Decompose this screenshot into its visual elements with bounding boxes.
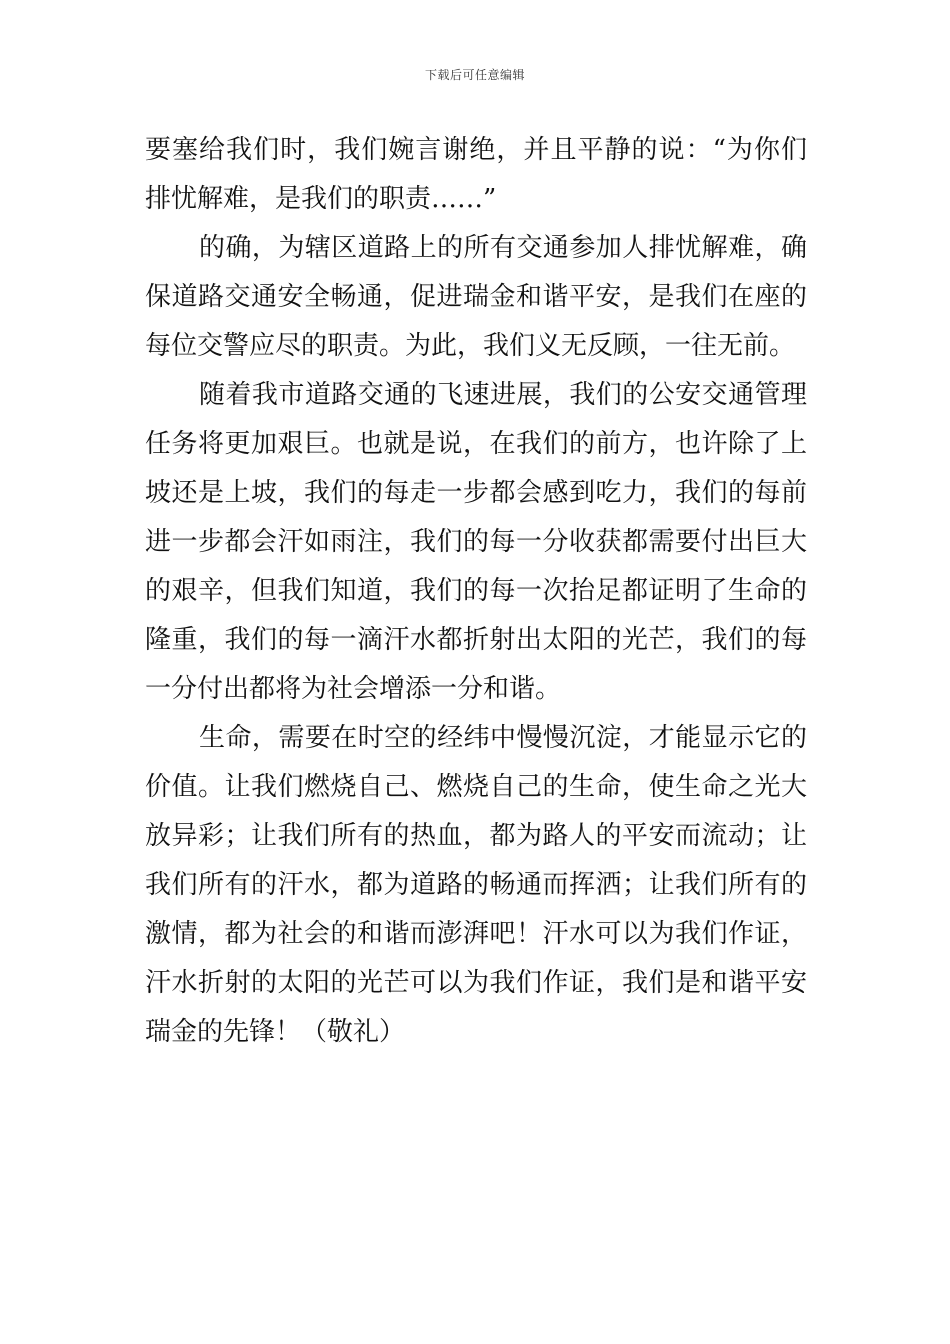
text-line: 激情，都为社会的和谐而澎湃吧！汗水可以为我们作证， — [145, 919, 807, 949]
text-line: 随着我市道路交通的飞速进展，我们的公安交通管理 — [199, 380, 807, 410]
text-line: 一分付出都将为社会增添一分和谐。 — [145, 674, 562, 704]
text-line: 每位交警应尽的职责。为此，我们义无反顾，一往无前。 — [145, 331, 796, 361]
text-line: 放异彩；让我们所有的热血，都为路人的平安而流动；让 — [145, 821, 807, 851]
text-line: 隆重，我们的每一滴汗水都折射出太阳的光芒，我们的每 — [145, 625, 807, 655]
text-line: 生命，需要在时空的经纬中慢慢沉淀，才能显示它的 — [199, 723, 807, 753]
text-line: 汗水折射的太阳的光芒可以为我们作证，我们是和谐平安 — [145, 968, 807, 998]
text-line: 的确，为辖区道路上的所有交通参加人排忧解难，确 — [199, 233, 807, 263]
text-line: 瑞金的先锋！（敬礼） — [145, 1017, 406, 1047]
text-line: 坡还是上坡，我们的每走一步都会感到吃力，我们的每前 — [145, 478, 807, 508]
text-line: 排忧解难，是我们的职责……” — [145, 184, 497, 214]
text-line: 要塞给我们时，我们婉言谢绝，并且平静的说：“为你们 — [145, 135, 807, 165]
text-line: 价值。让我们燃烧自己、燃烧自己的生命，使生命之光大 — [145, 772, 807, 802]
text-line: 保道路交通安全畅通，促进瑞金和谐平安，是我们在座的 — [145, 282, 807, 312]
text-line: 的艰辛，但我们知道，我们的每一次抬足都证明了生命的 — [145, 576, 807, 606]
page-header: 下载后可任意编辑 — [424, 68, 525, 82]
text-line: 任务将更加艰巨。也就是说，在我们的前方，也许除了上 — [145, 429, 807, 459]
text-line: 我们所有的汗水，都为道路的畅通而挥洒；让我们所有的 — [145, 870, 807, 900]
text-line: 进一步都会汗如雨注，我们的每一分收获都需要付出巨大 — [145, 527, 807, 557]
document-body — [145, 126, 807, 1057]
